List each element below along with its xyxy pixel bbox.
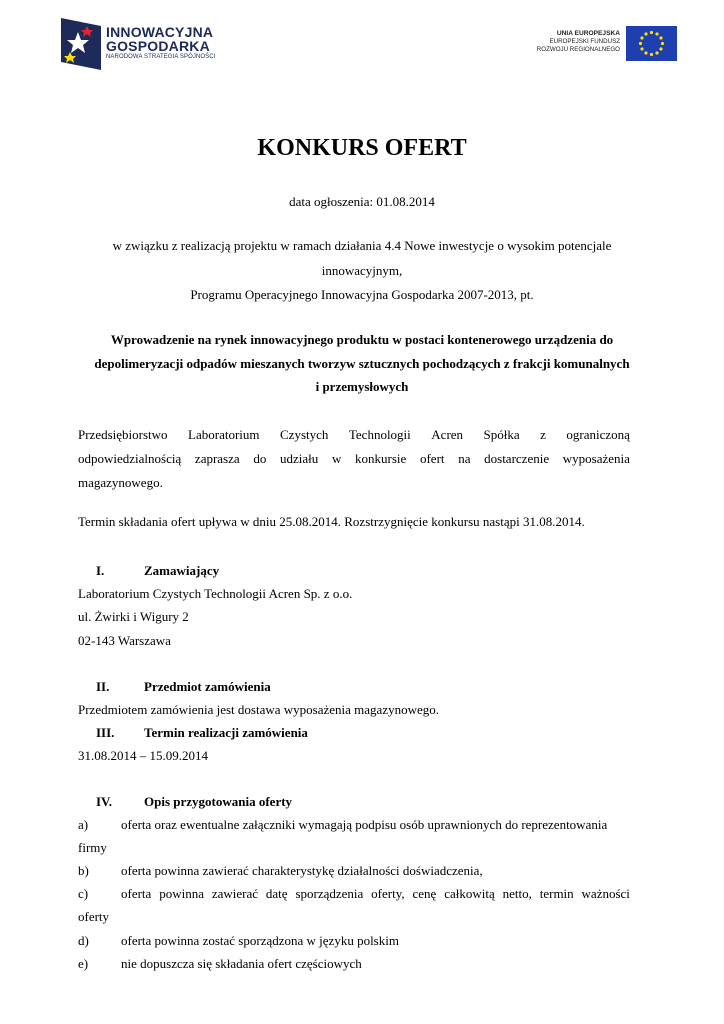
word: netto, [502, 886, 532, 901]
eu-logo-line2: EUROPEJSKI FUNDUSZ [549, 38, 620, 45]
context-line-2: innowacyjnym, [321, 263, 403, 278]
section-title: Opis przygotowania oferty [144, 794, 293, 809]
intro-line-2 [78, 447, 630, 471]
word: odpowiedzialnością [78, 451, 182, 466]
document-title: KONKURS OFERT [257, 135, 467, 161]
word: oferty, [371, 886, 405, 901]
intro-line-1 [78, 423, 630, 447]
word: Przedsiębiorstwo [78, 427, 168, 442]
word: Spółka [483, 427, 520, 442]
word: Acren [431, 427, 464, 442]
list-text: nie dopuszcza się składania ofert częściowych [121, 956, 362, 971]
section-number: III. [96, 725, 115, 740]
list-label: d) [78, 933, 89, 948]
list-text-continuation: oferty [78, 909, 110, 924]
logo-line-innowacyjna: INNOWACYJNA [106, 24, 214, 40]
word: ofert [419, 451, 445, 466]
orderer-name: Laboratorium Czystych Technologii Acren Sp. z o.o. [78, 586, 353, 601]
logo-line-strategia: NARODOWA STRATEGIA SPÓJNOŚCI [106, 54, 216, 60]
order-subject-text: Przedmiotem zamówienia jest dostawa wyposażenia magazynowego. [78, 702, 439, 717]
list-text-continuation: firmy [78, 840, 107, 855]
word: termin [539, 886, 574, 901]
word: powinna [159, 886, 204, 901]
word: konkursie [355, 451, 407, 466]
list-label: c) [78, 886, 89, 901]
eu-logo-line1: UNIA EUROPEJSKA [556, 30, 620, 37]
list-label: a) [78, 817, 89, 832]
list-label: e) [78, 956, 89, 971]
project-title-line-1: Wprowadzenie na rynek innowacyjnego produktu w postaci kontenerowego urządzenia do [110, 332, 614, 347]
order-period-text: 31.08.2014 – 15.09.2014 [78, 748, 208, 763]
orderer-street: ul. Żwirki i Wigury 2 [78, 609, 189, 624]
section-number: I. [96, 563, 105, 578]
list-text: oferta powinna zawierać charakterystykę działalności doświadczenia, [121, 863, 483, 878]
word: cenę [412, 886, 437, 901]
innowacyjna-gospodarka-logo [61, 15, 231, 71]
section-title: Zamawiający [144, 563, 220, 578]
word: datę [265, 886, 288, 901]
word: Czystych [280, 427, 329, 442]
eu-logo-line3: ROZWOJU REGIONALNEGO [536, 46, 620, 53]
word: w [331, 451, 342, 466]
word: z [540, 427, 546, 442]
intro-line-3: magazynowego. [78, 475, 163, 490]
project-title-line-3: i przemysłowych [315, 379, 409, 394]
context-line-3: Programu Operacyjnego Innowacyjna Gospodarka 2007-2013, pt. [190, 287, 534, 302]
word: oferta [121, 886, 152, 901]
word: dostarczenie [484, 451, 550, 466]
deadline-text: Termin składania ofert upływa w dniu 25.08.2014. Rozstrzygnięcie konkursu nastąpi 31.08.2014. [78, 514, 585, 529]
word: wyposażenia [562, 451, 630, 466]
project-title-line-2: depolimeryzacji odpadów mieszanych tworzyw sztucznych pochodzących z frakcji komunalnych [94, 356, 630, 371]
word: na [458, 451, 471, 466]
section-number: II. [96, 679, 110, 694]
word: Technologii [348, 427, 411, 442]
word: zaprasza [194, 451, 240, 466]
section-number: IV. [96, 794, 113, 809]
list-text: oferta oraz ewentualne załączniki wymagają podpisu osób uprawnionych do reprezentowania [121, 817, 608, 832]
word: ograniczoną [566, 427, 630, 442]
word: zawierać [211, 886, 259, 901]
word: Laboratorium [188, 427, 260, 442]
list-label: b) [78, 863, 89, 878]
logo-line-gospodarka: GOSPODARKA [106, 38, 210, 54]
list-text: oferta powinna zostać sporządzona w języku polskim [121, 933, 399, 948]
word: sporządzenia [295, 886, 364, 901]
eu-flag-icon [626, 26, 677, 61]
intro-paragraph [78, 423, 630, 495]
orderer-city: 02-143 Warszawa [78, 633, 171, 648]
word: całkowitą [444, 886, 495, 901]
section-title: Przedmiot zamówienia [144, 679, 271, 694]
eu-logo [525, 26, 677, 62]
word: do [253, 451, 267, 466]
context-line-1: w związku z realizacją projektu w ramach działania 4.4 Nowe inwestycje o wysokim potencjale [112, 238, 612, 253]
list-text [121, 886, 630, 902]
word: udziału [280, 451, 319, 466]
announcement-date: data ogłoszenia: 01.08.2014 [289, 194, 435, 209]
star-emblem-icon [61, 18, 101, 70]
section-title: Termin realizacji zamówienia [144, 725, 308, 740]
word: ważności [581, 886, 630, 901]
